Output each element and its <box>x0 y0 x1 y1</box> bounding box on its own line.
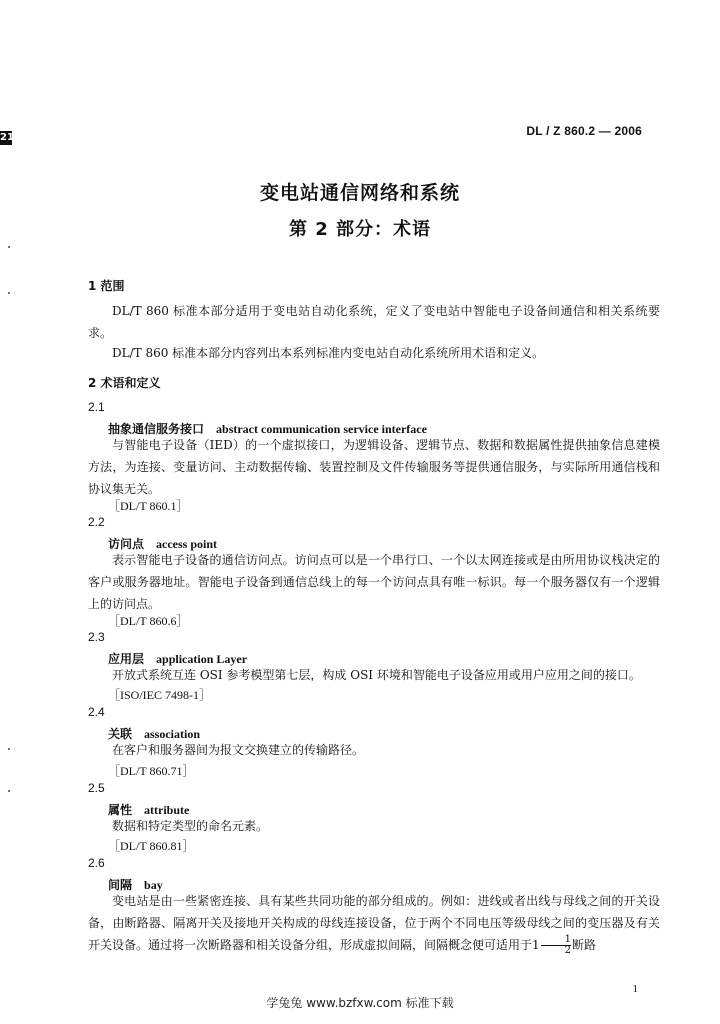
document-subtitle: 第 2 部分：术语 <box>288 219 432 240</box>
scan-speck <box>8 790 10 792</box>
term-name-zh: 应用层 <box>108 652 145 666</box>
term-definition: 数据和特定类型的命名元素。 <box>112 819 269 833</box>
term-name-en: bay <box>144 878 163 892</box>
term-number: 2.2 <box>88 515 105 529</box>
scan-speck <box>8 292 10 294</box>
term-name-en: access point <box>156 537 218 551</box>
term-definition <box>88 890 660 956</box>
scope-paragraph-2: DL/T 860 标准本部分内容列出本系列标准内变电站自动化系统所用术语和定义。 <box>112 346 545 360</box>
term-definition: 表示智能电子设备的通信访问点。访问点可以是一个串行口、一个以太网连接或是由所用协议栈决定的客户或服务器地址。智能电子设备到通信总线上的每一个访问点具有唯一标识。每一个服务器仅有一个逻辑上的访问点。 <box>88 553 660 611</box>
term-name-zh: 间隔 <box>108 878 133 892</box>
term-definition: 开放式系统互连 OSI 参考模型第七层，构成 OSI 环境和智能电子设备应用或用户应用之间的接口。 <box>112 668 641 682</box>
term-number: 2.1 <box>88 400 105 414</box>
term-reference: ［DL/T 860.71］ <box>108 764 195 778</box>
term-definition: 在客户和服务器间为报文交换建立的传输路径。 <box>112 743 365 757</box>
term-name-en: application Layer <box>156 652 248 666</box>
term-definition: 与智能电子设备（IED）的一个虚拟接口，为逻辑设备、逻辑节点、数据和数据属性提供抽象信息建模方法，为连接、变量访问、主动数据传输、装置控制及文件传输服务等提供通信服务，与实际所用通信栈和协议集无关。 <box>88 438 660 496</box>
term-definition-tail: 断路 <box>572 938 597 952</box>
fraction-whole: 1 <box>532 938 540 952</box>
term-name-zh: 关联 <box>108 727 133 741</box>
term-name-zh: 抽象通信服务接口 <box>108 422 205 436</box>
term-name-en: association <box>144 727 201 741</box>
fraction <box>541 935 571 956</box>
fraction-numerator: 1 <box>541 935 571 946</box>
term-number: 2.6 <box>88 856 105 870</box>
side-marker: 21 <box>0 132 14 143</box>
footer-watermark: 学兔兔 www.bzfxw.com 标准下载 <box>266 996 454 1010</box>
term-number: 2.3 <box>88 630 105 644</box>
standard-code: DL / Z 860.2 — 2006 <box>526 124 642 138</box>
term-name-en: abstract communication service interface <box>216 422 427 436</box>
term-name-zh: 访问点 <box>108 537 145 551</box>
scan-speck <box>8 748 10 750</box>
section-heading-scope: 1 范围 <box>88 279 125 293</box>
term-name-en: attribute <box>144 803 190 817</box>
scan-speck <box>8 246 10 248</box>
term-name-zh: 属性 <box>108 803 133 817</box>
term-number: 2.5 <box>88 781 105 795</box>
term-number: 2.4 <box>88 705 105 719</box>
term-reference: ［DL/T 860.81］ <box>108 839 195 853</box>
scope-paragraph-1: DL/T 860 标准本部分适用于变电站自动化系统，定义了变电站中智能电子设备间通信和相关系统要求。 <box>88 304 660 340</box>
document-title: 变电站通信网络和系统 <box>259 182 460 204</box>
page-number: 1 <box>632 983 638 995</box>
term-reference: ［ISO/IEC 7498-1］ <box>108 688 211 702</box>
section-heading-terms: 2 术语和定义 <box>88 376 161 390</box>
term-definition-main: 变电站是由一些紧密连接、具有某些共同功能的部分组成的。例如：进线或者出线与母线之间的开关设备，由断路器、隔离开关及接地开关构成的母线连接设备，位于两个不同电压等级母线之间的变压器及有关开关设备。通过将一次断路器和相关设备分组，形成虚拟间隔，间隔概念便可适用于 <box>88 894 660 952</box>
term-reference: ［DL/T 860.1］ <box>108 499 189 513</box>
fraction-denominator: 2 <box>564 945 572 956</box>
term-reference: ［DL/T 860.6］ <box>108 614 189 628</box>
